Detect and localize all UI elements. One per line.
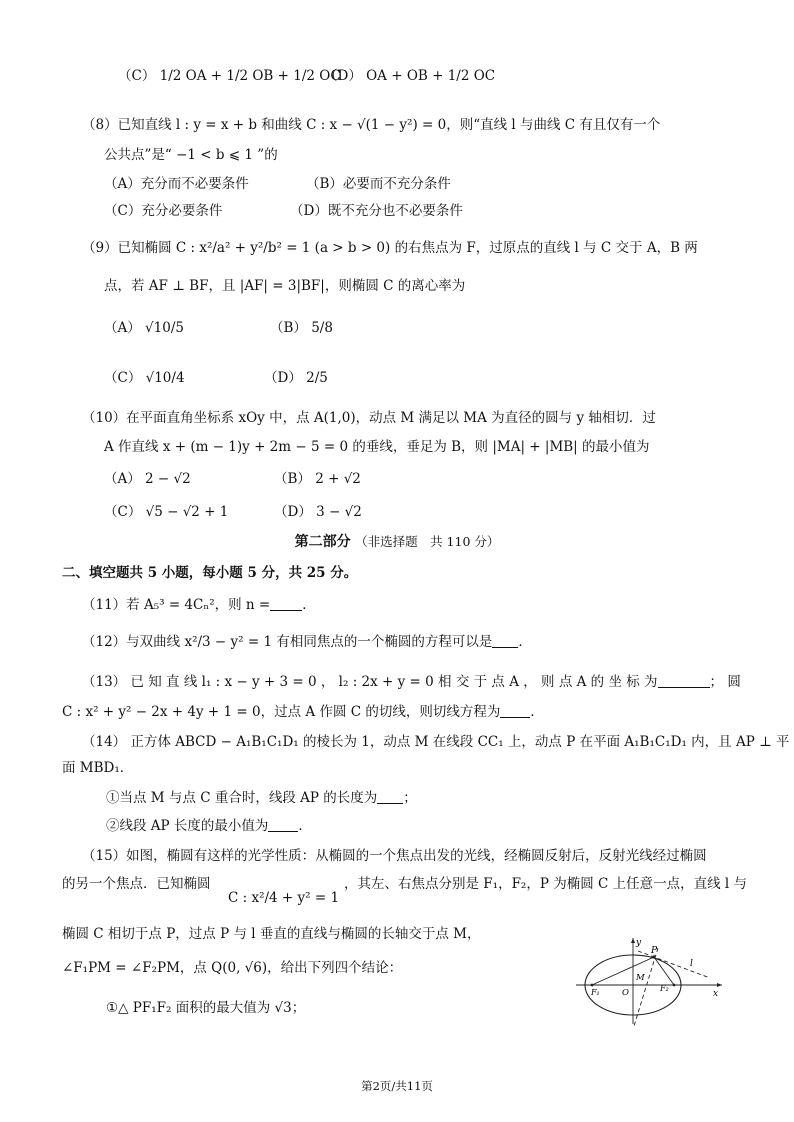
q10-stem-line1: （10）在平面直角坐标系 xOy 中，点 A(1,0)，动点 M 满足以 MA 为直径的圆与 y 轴相切．过 [82,410,656,426]
q15-line2a: 的另一个焦点．已知椭圆 [62,876,211,892]
q9-option-d: （D） 2/5 [264,370,328,386]
part-two-title [0,532,794,552]
q9-stem-line2: 点，若 AF ⊥ BF，且 |AF| = 3|BF|，则椭圆 C 的离心率为 [104,278,466,294]
q9-option-c: （C） √10/4 [104,370,185,386]
ray-p-f2 [654,957,674,985]
q13-line1 [82,672,741,692]
q12-end: ． [518,634,532,650]
q15-line2b: C : x²/4 + y² = 1 [228,890,340,906]
q14-line1: （14） 正方体 ABCD − A₁B₁C₁D₁ 的棱长为 1，动点 M 在线段 CC₁ 上，动点 P 在平面 A₁B₁C₁D₁ 内，且 AP ⊥ 平 [82,734,790,750]
q14-item2-text: ②线段 AP 长度的最小值为 [106,818,269,834]
q8-stem-line2: 公共点”是“ −1 < b ⩽ 1 ”的 [104,147,278,163]
q14-item1 [106,788,417,808]
q8-option-d: （D）既不充分也不必要条件 [290,203,463,219]
q10-option-a: （A） 2 − √2 [104,471,191,487]
q7-option-d: （D） OA + OB + 1/2 OC [324,68,496,84]
q14-item1-text: ①当点 M 与点 C 重合时，线段 AP 的长度为 [106,790,378,806]
q15-line3: 椭圆 C 相切于点 P，过点 P 与 l 垂直的直线与椭圆的长轴交于点 M， [62,926,481,942]
q11-text: （11）若 A₅³ = 4Cₙ²，则 n = [82,597,271,613]
q8-stem-line1: （8）已知直线 l : y = x + b 和曲线 C : x − √(1 − y²) = 0，则“直线 l 与曲线 C 有且仅有一个 [82,117,661,133]
q7-option-c: （C） 1/2 OA + 1/2 OB + 1/2 OC [118,68,341,84]
q14-answer-blank-1 [377,789,403,804]
q10-option-b: （B） 2 + √2 [274,471,361,487]
q12-text: （12）与双曲线 x²/3 − y² = 1 有相同焦点的一个椭圆的方程可以是 [82,634,493,650]
q14-answer-blank-2 [268,817,298,832]
q13-line2-text: C : x² + y² − 2x + 4y + 1 = 0，过点 A 作圆 C 的切线，则切线方程为 [62,704,501,720]
q8-option-b: （B）必要而不充分条件 [306,176,451,192]
point-f1 [591,984,594,987]
q10-stem-line2: A 作直线 x + (m − 1)y + 2m − 5 = 0 的垂线，垂足为 B，则 |MA| + |MB| 的最小值为 [104,439,650,455]
point-f2 [673,984,676,987]
q13-line1-end: ； 圆 [709,674,741,690]
q11-answer-blank [270,596,302,611]
q11 [82,595,316,615]
q15-line2c: ，其左、右焦点分别是 F₁，F₂，P 为椭圆 C 上任意一点，直线 l 与 [344,876,748,892]
q15-ellipse-figure [574,934,726,1028]
x-axis-arrow-icon [717,983,722,987]
y-axis-arrow-icon [631,938,635,943]
part-two-label: 第二部分 [294,534,351,550]
tangent-line-l [638,951,710,978]
label-l: l [690,959,693,969]
q13-answer-blank-1 [658,673,710,688]
page-footer: 第2页/共11页 [361,1079,433,1093]
q13-answer-blank-2 [500,703,530,718]
q13-line2-end: ． [530,704,544,720]
q13-line2 [62,702,544,722]
q14-item2 [106,816,312,836]
q14-item2-end: ． [298,818,312,834]
q15-line1: （15）如图，椭圆有这样的光学性质：从椭圆的一个焦点出发的光线，经椭圆反射后，反射光线经过椭圆 [82,848,707,864]
section-two-heading: 二、填空题共 5 小题，每小题 5 分，共 25 分。 [62,565,358,581]
label-f2: F₂ [660,984,669,993]
q9-stem-line1: （9）已知椭圆 C : x²/a² + y²/b² = 1 (a > b > 0) 的右焦点为 F，过原点的直线 l 与 C 交于 A，B 两 [82,240,698,256]
label-o: O [622,988,629,998]
q11-end: ． [302,597,316,613]
label-p: P [651,946,658,956]
q10-option-d: （D） 3 − √2 [274,504,362,520]
q15-line4: ∠F₁PM = ∠F₂PM，点 Q(0, √6)，给出下列四个结论： [62,960,403,976]
q8-option-a: （A）充分而不必要条件 [104,176,249,192]
q9-option-a: （A） √10/5 [104,320,184,336]
part-two-note: （非选择题 共 110 分） [355,534,500,549]
label-x: x [713,989,719,999]
q15-item1: ①△ PF₁F₂ 面积的最大值为 √3； [106,1000,306,1016]
q14-line2: 面 MBD₁． [62,760,134,776]
label-f1: F₁ [591,988,600,997]
label-y: y [636,938,642,948]
q14-item1-end: ； [403,790,417,806]
q9-option-b: （B） 5/8 [270,320,333,336]
label-m: M [636,973,645,983]
q8-option-c: （C）充分必要条件 [104,203,223,219]
q13-line1-text: （13） 已 知 直 线 l₁ : x − y + 3 = 0 ， l₂ : 2x + y = 0 相 交 于 点 A ， 则 点 A 的 坐 标 为 [82,674,658,690]
q12-answer-blank [492,633,518,648]
q12 [82,632,532,652]
q10-option-c: （C） √5 − √2 + 1 [104,504,229,520]
